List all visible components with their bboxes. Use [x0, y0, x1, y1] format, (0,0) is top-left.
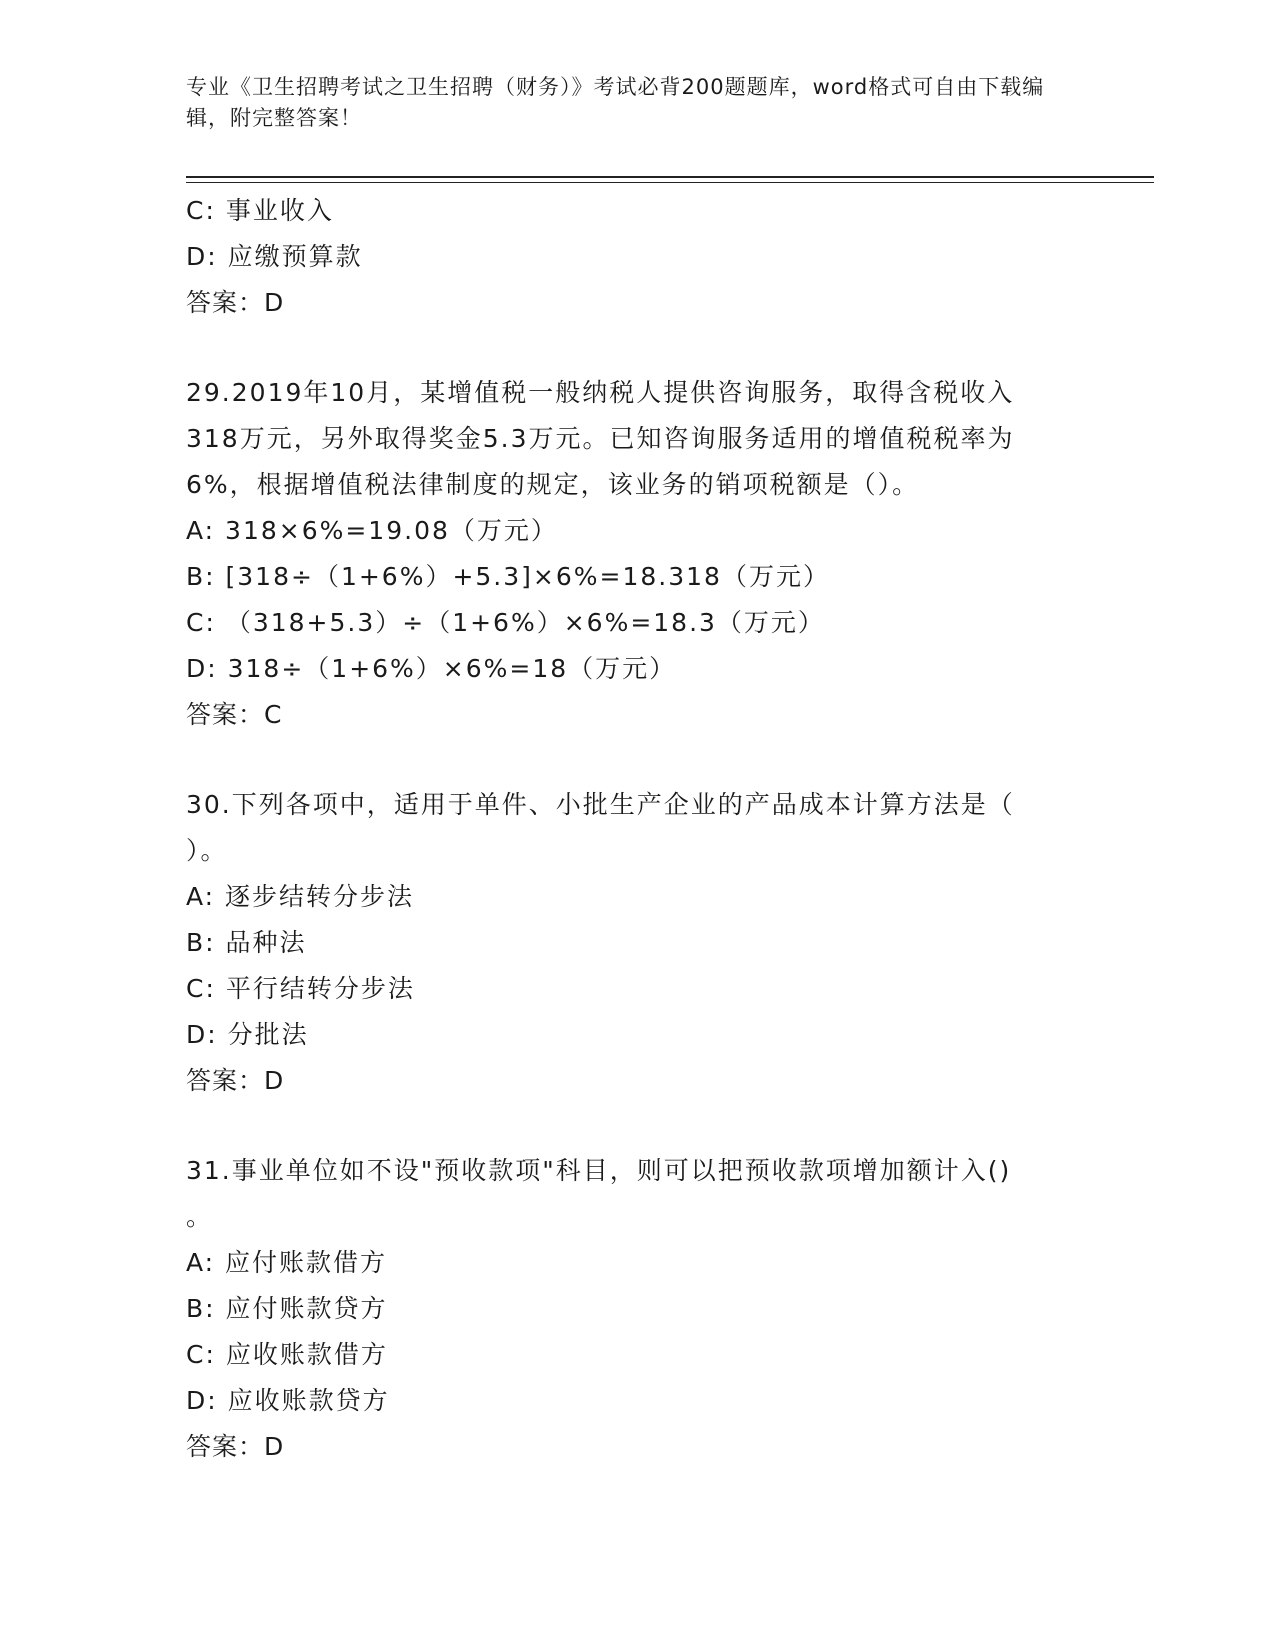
option-d: D: 应缴预算款: [186, 242, 363, 271]
carryover-block: [186, 188, 1086, 326]
answer-line: 答案：C: [186, 700, 283, 729]
option-b: B: [318÷（1+6%）+5.3]×6%=18.318（万元）: [186, 562, 830, 591]
option-c: C: 平行结转分步法: [186, 974, 415, 1003]
question-31: [186, 1148, 1086, 1470]
spacer: [186, 738, 1086, 782]
option-b: B: 应付账款贷方: [186, 1294, 388, 1323]
question-stem-line: 31.事业单位如不设"预收款项"科目，则可以把预收款项增加额计入(): [186, 1156, 1012, 1185]
question-content: [186, 188, 1086, 1470]
answer-line: 答案：D: [186, 1066, 285, 1095]
option-b: B: 品种法: [186, 928, 307, 957]
question-stem-line: 。: [186, 1202, 214, 1231]
question-stem-line: ）。: [186, 836, 228, 865]
question-stem-line: 29.2019年10月，某增值税一般纳税人提供咨询服务，取得含税收入: [186, 378, 1015, 407]
option-a: A: 应付账款借方: [186, 1248, 388, 1277]
option-a: A: 逐步结转分步法: [186, 882, 415, 911]
option-c: C: （318+5.3）÷（1+6%）×6%=18.3（万元）: [186, 608, 825, 637]
document-header: 专业《卫生招聘考试之卫生招聘（财务）》考试必背200题题库，word格式可自由下载编辑，附完整答案！: [186, 75, 1045, 130]
spacer: [186, 1104, 1086, 1148]
question-stem-line: 318万元，另外取得奖金5.3万元。已知咨询服务适用的增值税税率为: [186, 424, 1015, 453]
header-rule-thin: [186, 182, 1154, 183]
option-d: D: 318÷（1+6%）×6%=18（万元）: [186, 654, 677, 683]
option-c: C: 应收账款借方: [186, 1340, 388, 1369]
option-d: D: 应收账款贷方: [186, 1386, 390, 1415]
option-d: D: 分批法: [186, 1020, 309, 1049]
header-rule-thick: [186, 176, 1154, 178]
question-stem-line: 6%，根据增值税法律制度的规定，该业务的销项税额是（）。: [186, 470, 920, 499]
answer-line: 答案：D: [186, 288, 285, 317]
option-a: A: 318×6%=19.08（万元）: [186, 516, 558, 545]
question-stem-line: 30.下列各项中，适用于单件、小批生产企业的产品成本计算方法是（: [186, 790, 1015, 819]
question-29: [186, 370, 1086, 738]
question-30: [186, 782, 1086, 1104]
answer-line: 答案：D: [186, 1432, 285, 1461]
spacer: [186, 326, 1086, 370]
option-c: C: 事业收入: [186, 196, 334, 225]
